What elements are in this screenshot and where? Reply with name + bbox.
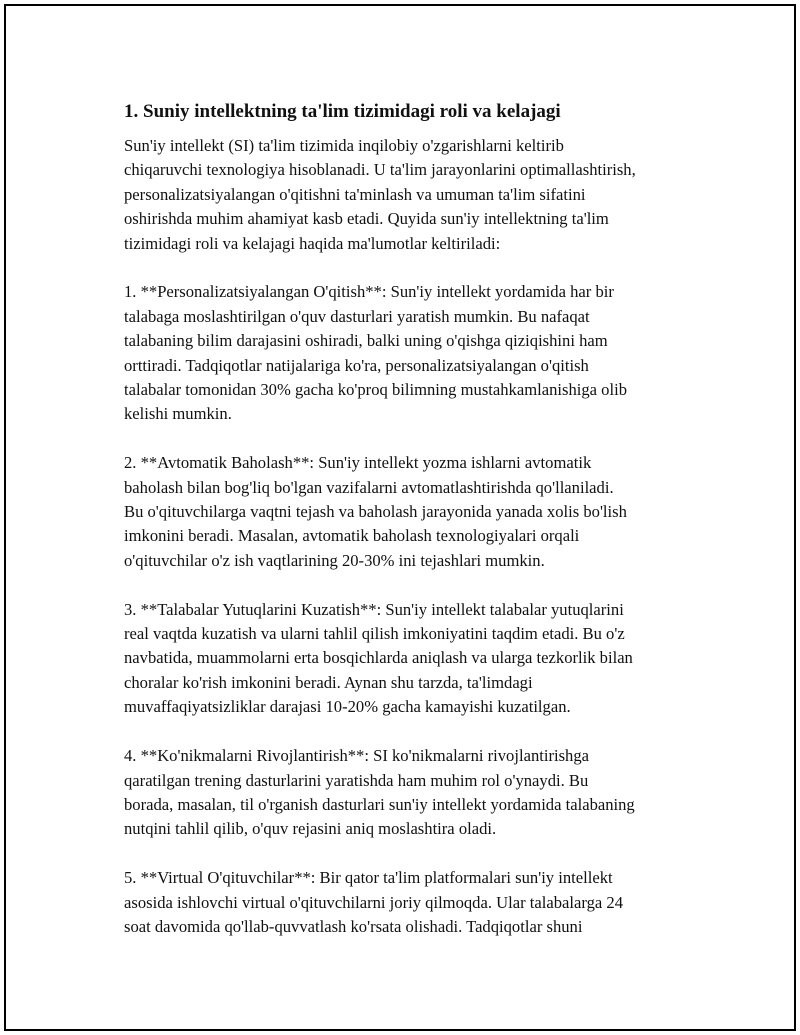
- text-line: 3. **Talabalar Yutuqlarini Kuzatish**: Sun'iy intellekt talabalar yutuqlarini: [124, 599, 624, 619]
- text-line: real vaqtda kuzatish va ularni tahlil qilish imkoniyatini taqdim etadi. Bu o'z: [124, 624, 625, 644]
- text-line: borada, masalan, til o'rganish dasturlari sun'iy intellekt yordamida talabaning: [124, 794, 635, 814]
- point-paragraph-4: [124, 744, 704, 842]
- text-line: chiqaruvchi texnologiya hisoblanadi. U ta'lim jarayonlarini optimallashtirish,: [124, 160, 636, 180]
- page-frame: [4, 4, 796, 1031]
- point-paragraph-3: [124, 598, 704, 720]
- paragraph-gap: [124, 573, 704, 597]
- text-line: talabaning bilim darajasini oshiradi, balki uning o'qishga qiziqishini ham: [124, 331, 608, 351]
- text-line: imkonini beradi. Masalan, avtomatik baholash texnologiyalari orqali: [124, 526, 580, 546]
- text-line: 5. **Virtual O'qituvchilar**: Bir qator ta'lim platformalari sun'iy intellekt: [124, 868, 613, 888]
- text-line: choralar ko'rish imkonini beradi. Aynan shu tarzda, ta'limdagi: [124, 672, 533, 692]
- text-line: navbatida, muammolarni erta bosqichlarda aniqlash va ularga tezkorlik bilan: [124, 648, 633, 668]
- paragraph-gap: [124, 720, 704, 744]
- text-line: kelishi mumkin.: [124, 404, 232, 424]
- text-line: orttiradi. Tadqiqotlar natijalariga ko'ra, personalizatsiyalangan o'qitish: [124, 355, 589, 375]
- text-line: baholash bilan bog'liq bo'lgan vazifalarni avtomatlashtirishda qo'llaniladi.: [124, 477, 614, 497]
- text-line: talabalar tomonidan 30% gacha ko'proq bilimning mustahkamlanishiga olib: [124, 380, 627, 400]
- section-heading: 1. Suniy intellektning ta'lim tizimidagi roli va kelajagi: [124, 101, 561, 122]
- text-line: 4. **Ko'nikmalarni Rivojlantirish**: SI ko'nikmalarni rivojlantirishga: [124, 746, 590, 766]
- text-line: qaratilgan trening dasturlarini yaratishda ham muhim rol o'ynaydi. Bu: [124, 770, 589, 790]
- point-paragraph-5: [124, 866, 704, 939]
- text-line: asosida ishlovchi virtual o'qituvchilarni joriy qilmoqda. Ular talabalarga 24: [124, 892, 623, 912]
- text-line: 2. **Avtomatik Baholash**: Sun'iy intellekt yozma ishlarni avtomatik: [124, 453, 592, 473]
- text-line: personalizatsiyalangan o'qitishni ta'minlash va umuman ta'lim sifatini: [124, 184, 586, 204]
- text-line: Bu o'qituvchilarga vaqtni tejash va baholash jarayonida yanada xolis bo'lish: [124, 502, 627, 522]
- text-line: Sun'iy intellekt (SI) ta'lim tizimida inqilobiy o'zgarishlarni keltirib: [124, 136, 564, 155]
- text-line: tizimidagi roli va kelajagi haqida ma'lumotlar keltiriladi:: [124, 233, 501, 253]
- text-line: oshirishda muhim ahamiyat kasb etadi. Quyida sun'iy intellektning ta'lim: [124, 209, 609, 229]
- point-paragraph-1: [124, 280, 704, 426]
- text-line: o'qituvchilar o'z ish vaqtlarining 20-30% ini tejashlari mumkin.: [124, 550, 545, 570]
- intro-paragraph: [124, 134, 704, 256]
- paragraph-gap: [124, 842, 704, 866]
- text-line: soat davomida qo'llab-quvvatlash ko'rsata olishadi. Tadqiqotlar shuni: [124, 916, 583, 936]
- text-line: muvaffaqiyatsizliklar darajasi 10-20% gacha kamayishi kuzatilgan.: [124, 697, 571, 717]
- document-body: [124, 98, 704, 939]
- paragraph-gap: [124, 427, 704, 451]
- point-paragraph-2: [124, 451, 704, 573]
- text-line: 1. **Personalizatsiyalangan O'qitish**: Sun'iy intellekt yordamida har bir: [124, 282, 614, 302]
- text-line: talabaga moslashtirilgan o'quv dasturlari yaratish mumkin. Bu nafaqat: [124, 306, 590, 326]
- text-line: nutqini tahlil qilib, o'quv rejasini aniq moslashtira oladi.: [124, 819, 497, 839]
- paragraph-gap: [124, 256, 704, 280]
